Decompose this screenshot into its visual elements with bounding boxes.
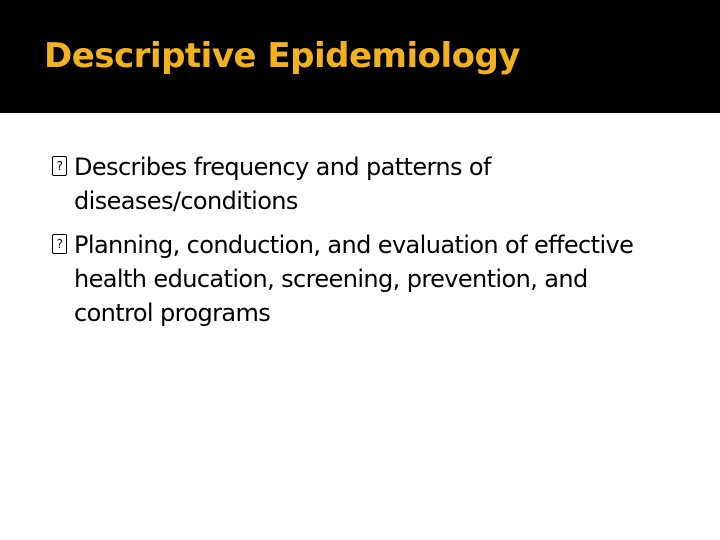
bullet-list	[52, 150, 652, 340]
slide-title: Descriptive Epidemiology	[44, 36, 520, 76]
bullet-item	[52, 228, 652, 330]
bullet-item	[52, 150, 652, 218]
bullet-text: Planning, conduction, and evaluation of effective health education, screening, prevention, and control programs	[74, 231, 634, 327]
missing-glyph-bullet-icon	[52, 234, 67, 254]
missing-glyph-bullet-icon	[52, 156, 67, 176]
title-bar	[0, 0, 720, 113]
bullet-text: Describes frequency and patterns of diseases/conditions	[74, 153, 491, 215]
